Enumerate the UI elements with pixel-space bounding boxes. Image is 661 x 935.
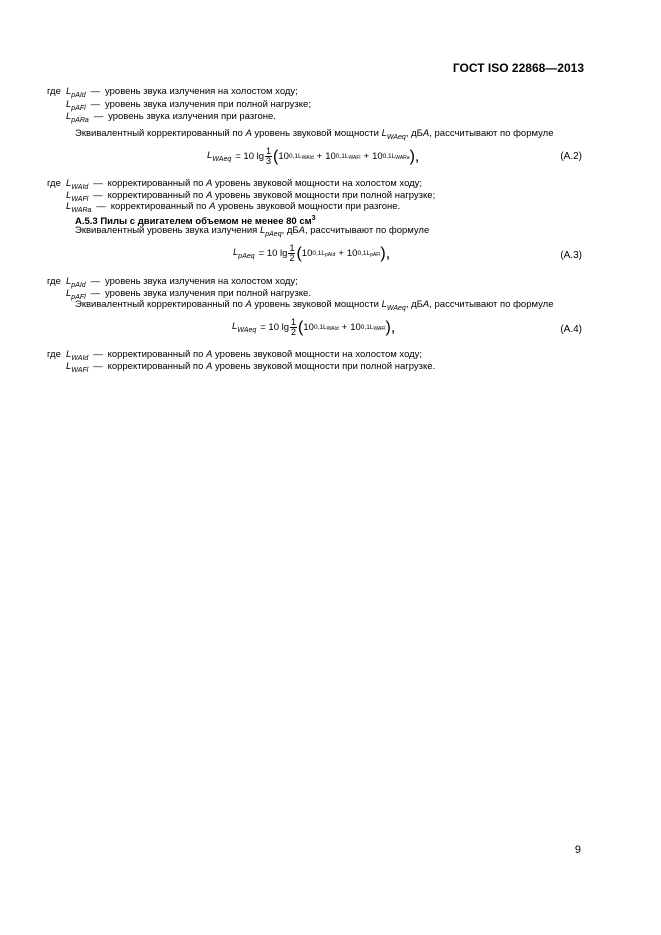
definition-item: $L_{WAId}$ — корректированный по А уровень звуковой мощности на холостом ходу; [66, 178, 423, 191]
definition-item: $L_{pAId}$ — уровень звука излучения на холостом ходу; [66, 86, 298, 99]
variable: $L_{pAId}$ [66, 86, 86, 99]
formula-a2: $L_{WAeq}$ = 10 lg $\frac{1}{3}$ ( 10 $0,1L_{WAId}$ + 10 $0,1L_{WAFl}$ + 10 $0,1L_{WARa}$ ), [207, 146, 420, 166]
formula-a3: $L_{pAeq}$ = 10 lg $\frac{1}{2}$ ( 10 $0,1L_{pAId}$ + 10 $0,1L_{pAFl}$ ), [233, 243, 391, 263]
equation-number: (A.2) [560, 151, 582, 162]
formula-a4: $L_{WAeq}$ = 10 lg $\frac{1}{2}$ ( 10 $0,1L_{WAId}$ + 10 $0,1L_{WAFl}$ ), [232, 317, 396, 337]
page-number: 9 [574, 844, 581, 856]
section-heading: А.5.3 Пилы с двигателем объемом не менее 80 $см^3$ [75, 215, 316, 228]
definition-item: $L_{WARa}$ — корректированный по А уровень звуковой мощности при разгоне. [66, 201, 401, 214]
where-label: где [47, 178, 61, 189]
page-header-title: ГОСТ ISO 22868—2013 [452, 61, 584, 75]
definition-item: $L_{WAId}$ — корректированный по А уровень звуковой мощности на холостом ходу; [66, 349, 423, 362]
definition-item: $L_{pARa}$ — уровень звука излучения при разгоне. [66, 111, 276, 124]
equation-number: (A.3) [560, 250, 582, 261]
definition-item: $L_{pAFl}$ — уровень звука излучения при полной нагрузке; [66, 99, 311, 112]
variable: $L_{pARa}$ [66, 111, 89, 124]
where-label: где [47, 86, 61, 97]
definition-item: $L_{WAFl}$ — корректированный по А уровень звуковой мощности при полной нагрузке; [66, 190, 436, 203]
paragraph: Эквивалентный корректированный по А уровень звуковой мощности $L_{WAeq}$, дБА, рассчитывают по формуле [75, 299, 554, 312]
paragraph: Эквивалентный уровень звука излучения $L_{pAeq}$, дБА, рассчитывают по формуле [75, 225, 430, 238]
equation-number: (A.4) [560, 324, 582, 335]
where-label: где [47, 276, 61, 287]
definition-item: $L_{pAFl}$ — уровень звука излучения при полной нагрузке. [66, 288, 311, 301]
definition-item: $L_{pAId}$ — уровень звука излучения на холостом ходу; [66, 276, 298, 289]
paragraph: Эквивалентный корректированный по А уровень звуковой мощности $L_{WAeq}$, дБА, рассчитывают по формуле [75, 128, 554, 141]
definition-item: $L_{WAFl}$ — корректированный по А уровень звуковой мощности при полной нагрузке. [66, 361, 436, 374]
variable: $L_{pAFl}$ [66, 99, 86, 112]
where-label: где [47, 349, 61, 360]
